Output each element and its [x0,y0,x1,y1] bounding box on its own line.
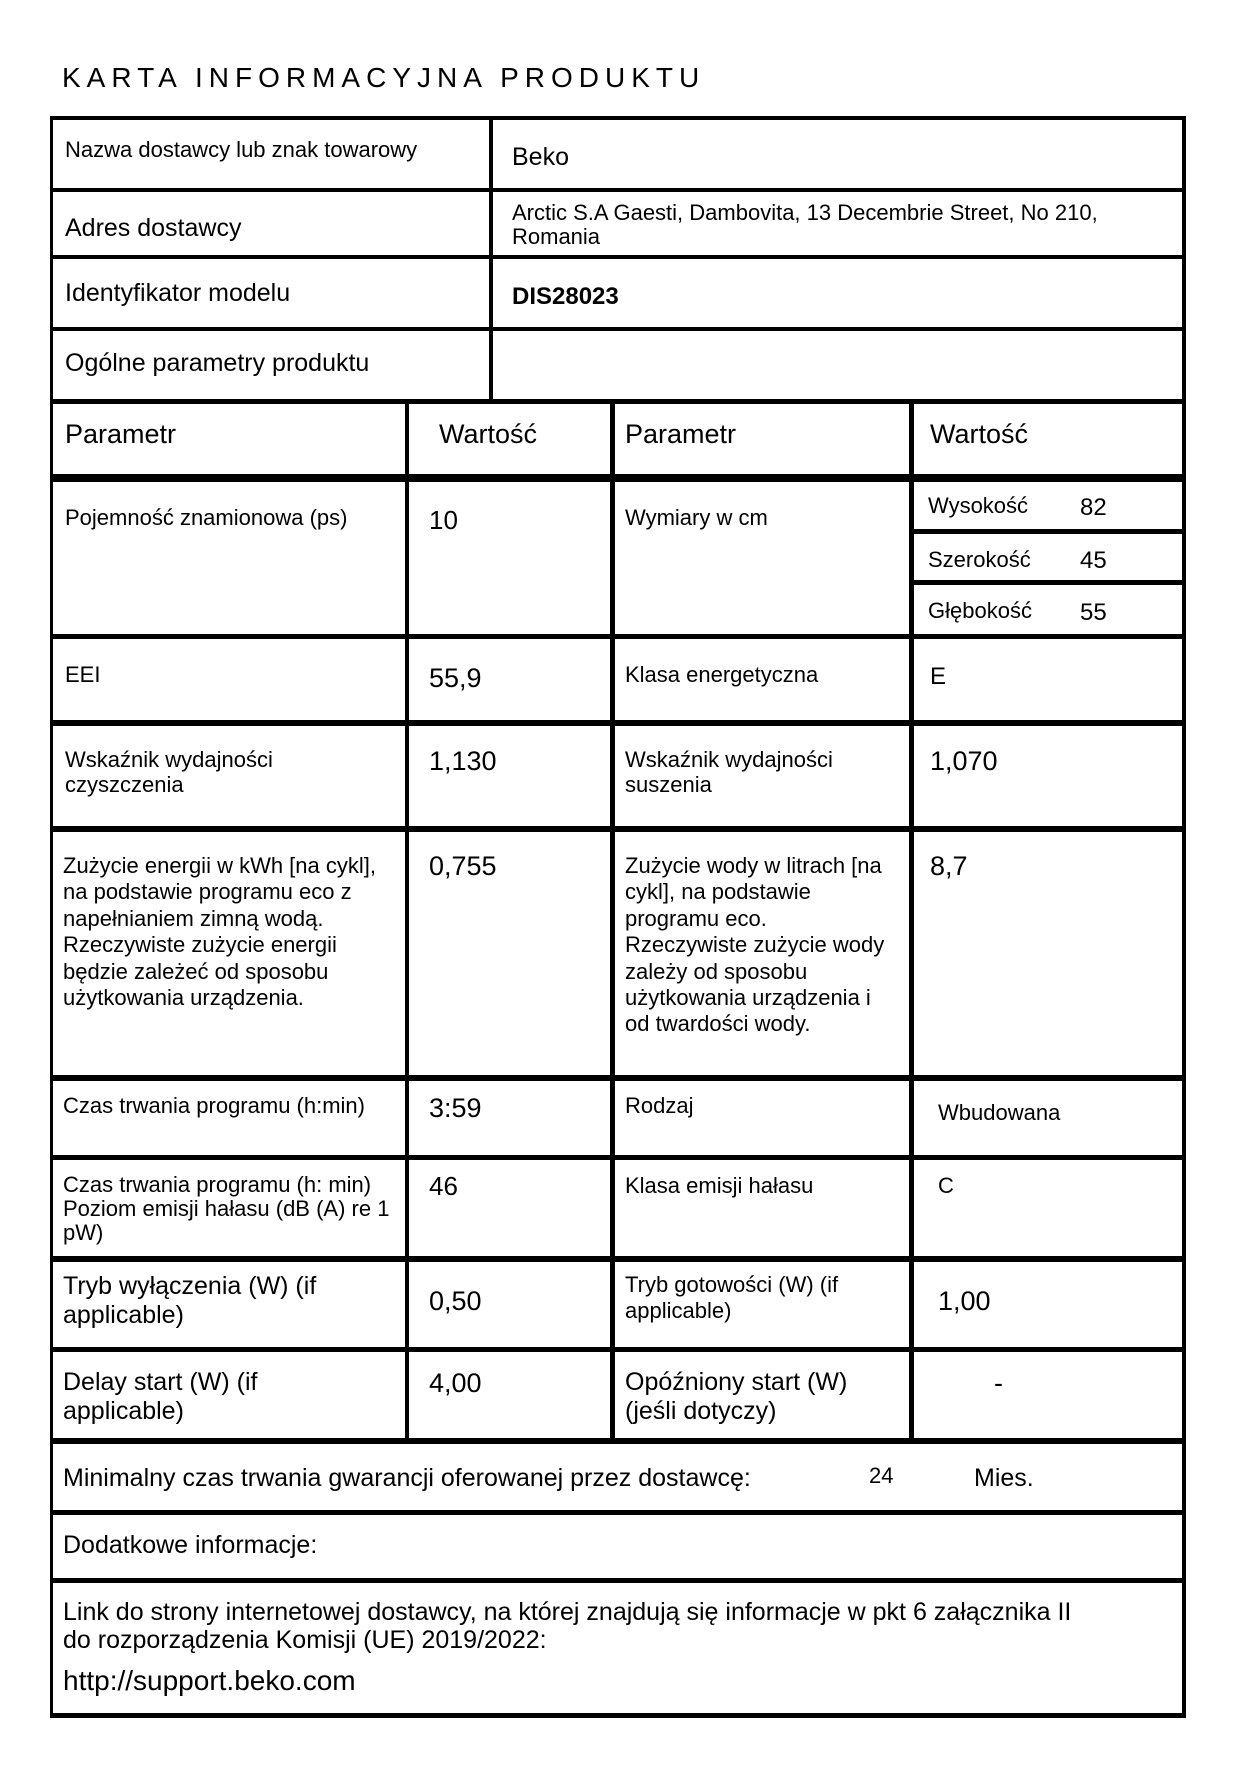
energy-class-label-cell [615,639,909,720]
delay-start-pl-label-cell [615,1352,909,1438]
additional-info-cell [53,1515,1182,1578]
model-label-cell [53,259,489,327]
off-mode-label-cell [53,1262,405,1347]
duration-value: 3:59 [429,1093,482,1123]
noise-class-value-cell [914,1160,1182,1256]
col-param2: Parametr [625,419,737,449]
model-value-cell [493,259,1182,327]
delay-start-value-cell [409,1352,610,1438]
duration-value-cell [409,1081,610,1155]
energy-class-value-cell [914,639,1182,720]
energy-class-label: Klasa energetyczna [625,662,819,687]
drying-label-cell [615,726,909,826]
noise-class-label: Klasa emisji hałasu [625,1173,814,1198]
type-value-cell [914,1081,1182,1155]
warranty-unit: Mies. [974,1464,1034,1492]
address-value-cell [493,192,1182,255]
page-title: KARTA INFORMACYJNA PRODUKTU [62,62,706,93]
eei-label: EEI [65,662,101,687]
warranty-label: Minimalny czas trwania gwarancji oferowanej przez dostawcę: [63,1464,751,1492]
col-value2-cell [914,404,1182,474]
col-param1: Parametr [65,419,177,449]
off-mode-value-cell [409,1262,610,1347]
product-info-table [50,116,1186,1718]
eei-value: 55,9 [429,663,482,693]
water-consumption-value-cell [914,832,1182,1075]
general-value-cell [493,331,1182,399]
link-cell [53,1583,1182,1713]
general-label: Ogólne parametry produktu [65,349,370,377]
water-consumption-value: 8,7 [930,851,968,881]
width-value: 45 [1080,547,1107,574]
cleaning-label-cell [53,726,405,826]
col-value1: Wartość [439,419,538,449]
noise-label-cell [53,1160,405,1256]
supplier-value-cell [493,120,1182,188]
capacity-label-cell [53,482,405,634]
address-label-cell [53,192,489,255]
energy-consumption-value-cell [409,832,610,1075]
standby-label-cell [615,1262,909,1347]
type-value: Wbudowana [938,1100,1061,1125]
standby-value-cell [914,1262,1182,1347]
additional-info-label: Dodatkowe informacje: [63,1531,318,1559]
delay-start-label: Delay start (W) (if applicable) [63,1368,258,1425]
energy-consumption-label: Zużycie energii w kWh [na cykl], na podstawie programu eco z napełnianiem zimną wodą. Rzeczywiste zużycie energii będzie zależeć od sposobu użytkowania urządzenia. [63,853,376,1010]
off-mode-value: 0,50 [429,1286,482,1316]
general-label-cell [53,331,489,399]
col-value2: Wartość [930,419,1029,449]
eei-label-cell [53,639,405,720]
col-value1-cell [409,404,610,474]
height-label: Wysokość [928,493,1029,518]
noise-value: 46 [429,1171,458,1201]
address-value: Arctic S.A Gaesti, Dambovita, 13 Decembrie Street, No 210, Romania [512,200,1098,250]
standby-value: 1,00 [938,1286,991,1316]
address-label: Adres dostawcy [65,214,242,242]
delay-start-pl-value: - [994,1368,1003,1398]
warranty-value: 24 [869,1463,894,1488]
type-label: Rodzaj [625,1093,694,1118]
eei-value-cell [409,639,610,720]
standby-label: Tryb gotowości (W) (if applicable) [625,1272,839,1324]
delay-start-pl-label: Opóźniony start (W) (jeśli dotyczy) [625,1368,848,1425]
col-param2-cell [615,404,909,474]
noise-class-label-cell [615,1160,909,1256]
noise-class-value: C [938,1173,954,1198]
noise-value-cell [409,1160,610,1256]
capacity-value: 10 [429,505,458,535]
capacity-label: Pojemność znamionowa (ps) [65,505,348,530]
supplier-value: Beko [512,143,569,171]
off-mode-label: Tryb wyłączenia (W) (if applicable) [63,1272,317,1329]
noise-label: Czas trwania programu (h: min) Poziom emisji hałasu (dB (A) re 1 pW) [63,1172,390,1246]
width-cell [914,534,1182,580]
height-cell [914,482,1182,529]
drying-label: Wskaźnik wydajności suszenia [625,747,833,797]
water-consumption-label: Zużycie wody w litrach [na cykl], na podstawie programu eco. Rzeczywiste zużycie wody zależy od sposobu użytkowania urządzenia i od twardości wody. [625,853,885,1037]
depth-label: Głębokość [928,598,1032,623]
supplier-website-link[interactable]: http://support.beko.com [63,1665,356,1696]
cleaning-value-cell [409,726,610,826]
depth-cell [914,585,1182,634]
capacity-value-cell [409,482,610,634]
drying-value: 1,070 [930,746,998,776]
model-label: Identyfikator modelu [65,279,291,307]
warranty-cell [53,1444,1182,1510]
energy-consumption-value: 0,755 [429,851,497,881]
energy-consumption-label-cell [53,832,405,1075]
delay-start-value: 4,00 [429,1368,482,1398]
dimensions-label: Wymiary w cm [625,505,768,530]
delay-start-label-cell [53,1352,405,1438]
water-consumption-label-cell [615,832,909,1075]
depth-value: 55 [1080,599,1107,626]
duration-label: Czas trwania programu (h:min) [63,1093,365,1118]
width-label: Szerokość [928,547,1031,572]
dimensions-label-cell [615,482,909,634]
col-param1-cell [53,404,405,474]
supplier-label: Nazwa dostawcy lub znak towarowy [65,137,418,162]
type-label-cell [615,1081,909,1155]
height-value: 82 [1080,494,1107,521]
link-description: Link do strony internetowej dostawcy, na której znajdują się informacje w pkt 6 załącznika II do rozporządzenia Komisji (UE) 2019/2022: [63,1598,1072,1654]
supplier-label-cell [53,120,489,188]
cleaning-value: 1,130 [429,746,497,776]
model-value: DIS28023 [512,283,619,310]
energy-class-value: E [930,663,947,690]
drying-value-cell [914,726,1182,826]
delay-start-pl-value-cell [914,1352,1182,1438]
duration-label-cell [53,1081,405,1155]
cleaning-label: Wskaźnik wydajności czyszczenia [65,747,273,797]
